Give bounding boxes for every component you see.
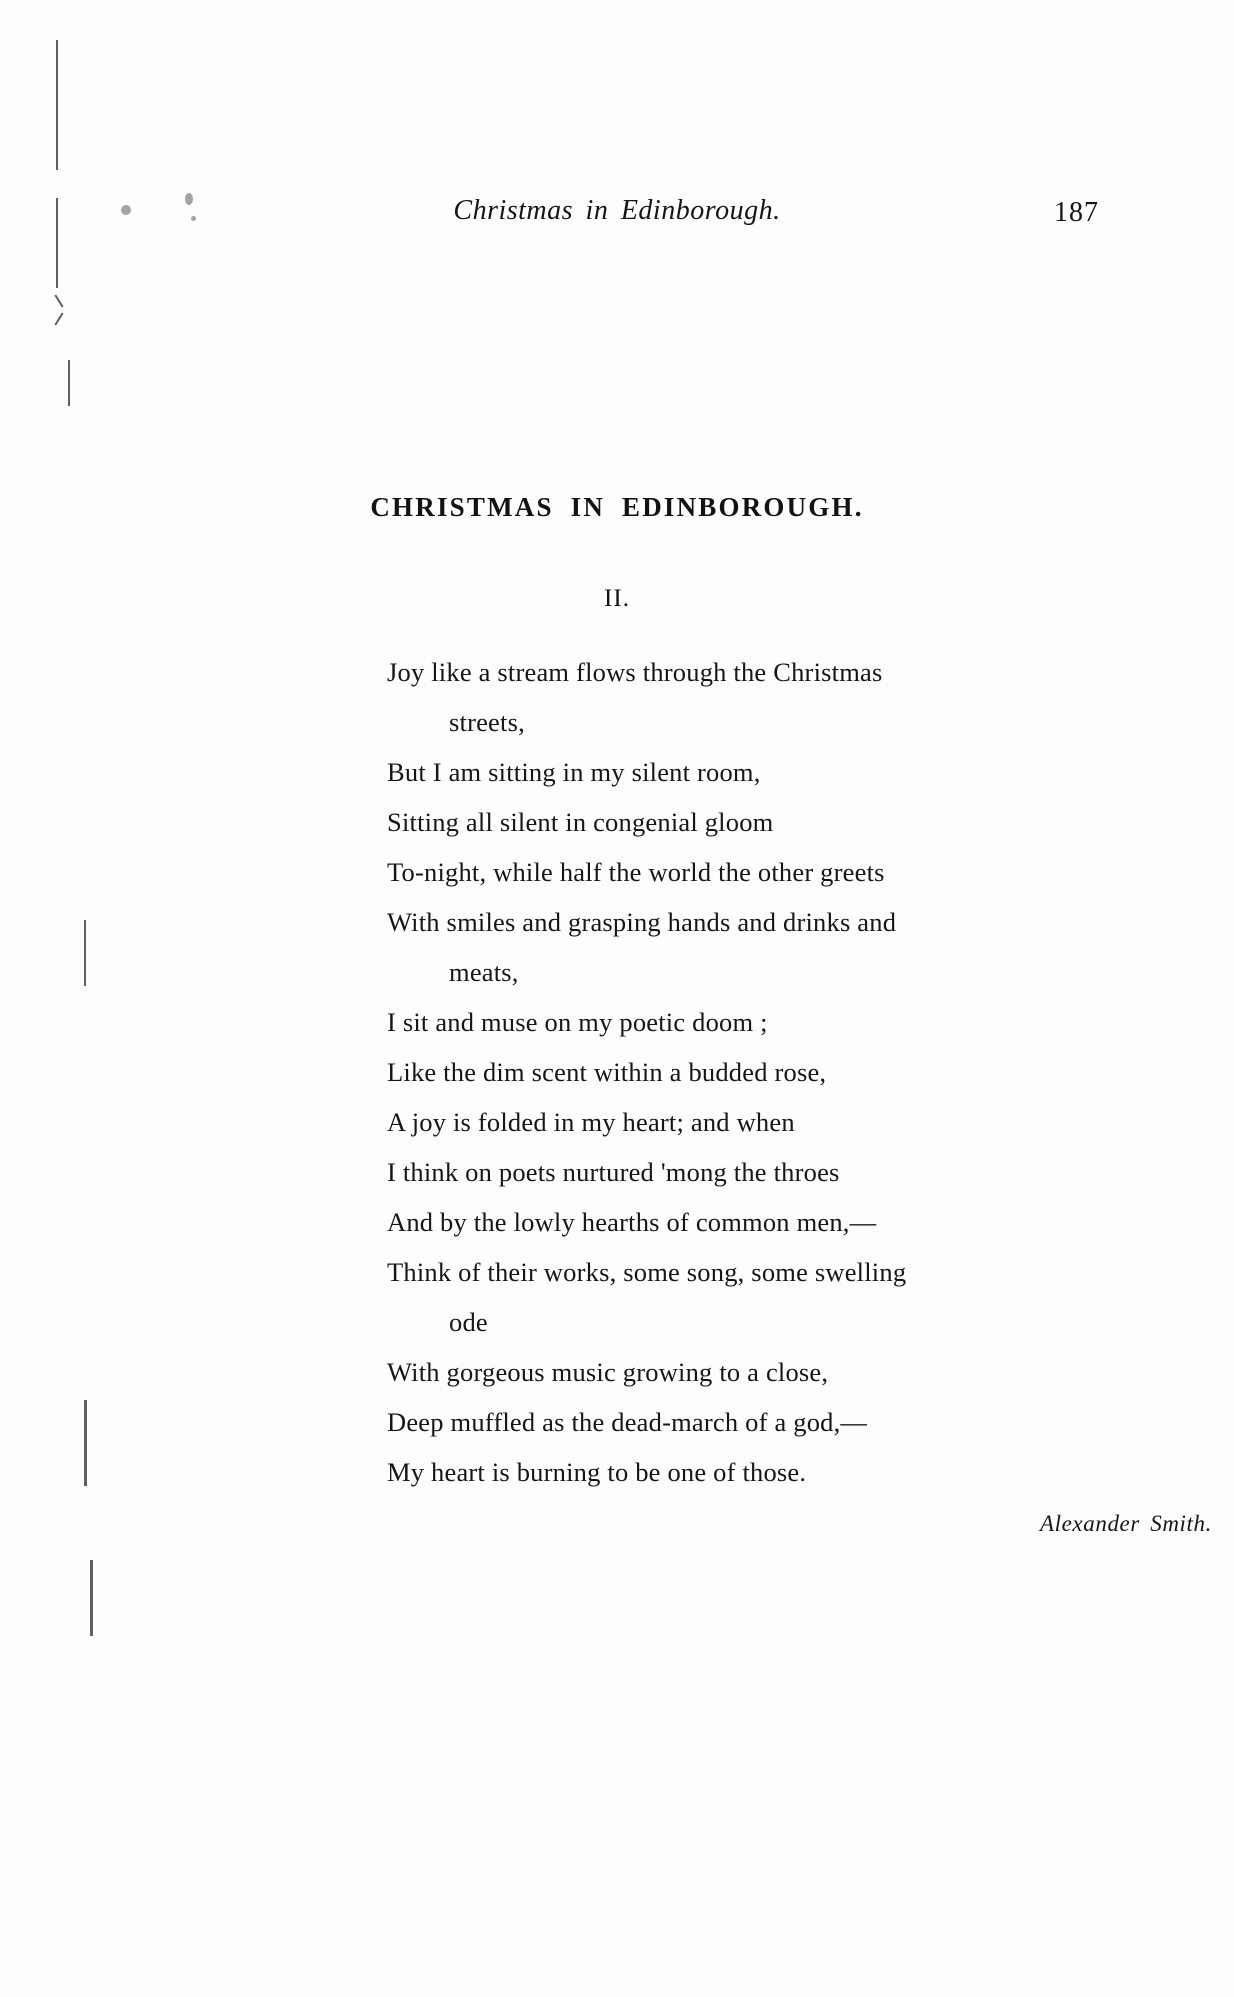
page-number: 187 (1054, 197, 1099, 228)
poem-line: And by the lowly hearths of common men,— (387, 1207, 877, 1237)
poem-lines (177, 647, 1057, 1497)
poem-attribution: Alexander Smith. (1039, 1511, 1212, 1536)
poem-line: Sitting all silent in congenial gloom (387, 807, 774, 837)
poem-line: Joy like a stream flows through the Christmas (387, 657, 883, 687)
poem-line: Think of their works, some song, some swelling (387, 1257, 907, 1287)
poem-line: Deep muffled as the dead-march of a god,— (387, 1407, 868, 1437)
poem-line: With smiles and grasping hands and drinks and (387, 907, 897, 937)
poem-line: streets, (449, 707, 525, 737)
poem-line: To-night, while half the world the other greets (387, 857, 885, 887)
poem (0, 492, 1234, 1537)
poem-line: Like the dim scent within a budded rose, (387, 1057, 827, 1087)
poem-line: I think on poets nurtured 'mong the throes (387, 1157, 840, 1187)
poem-line: A joy is folded in my heart; and when (387, 1107, 795, 1137)
poem-line: My heart is burning to be one of those. (387, 1457, 807, 1487)
running-head (0, 195, 1234, 235)
poem-section-number: II. (604, 585, 630, 612)
poem-line: But I am sitting in my silent room, (387, 757, 761, 787)
poem-line: meats, (449, 957, 519, 987)
poem-line: ode (449, 1307, 488, 1337)
poem-line: I sit and muse on my poetic doom ; (387, 1007, 768, 1037)
poem-title: CHRISTMAS IN EDINBOROUGH. (370, 492, 864, 522)
running-title: Christmas in Edinborough. (453, 195, 781, 226)
poem-line: With gorgeous music growing to a close, (387, 1357, 829, 1387)
